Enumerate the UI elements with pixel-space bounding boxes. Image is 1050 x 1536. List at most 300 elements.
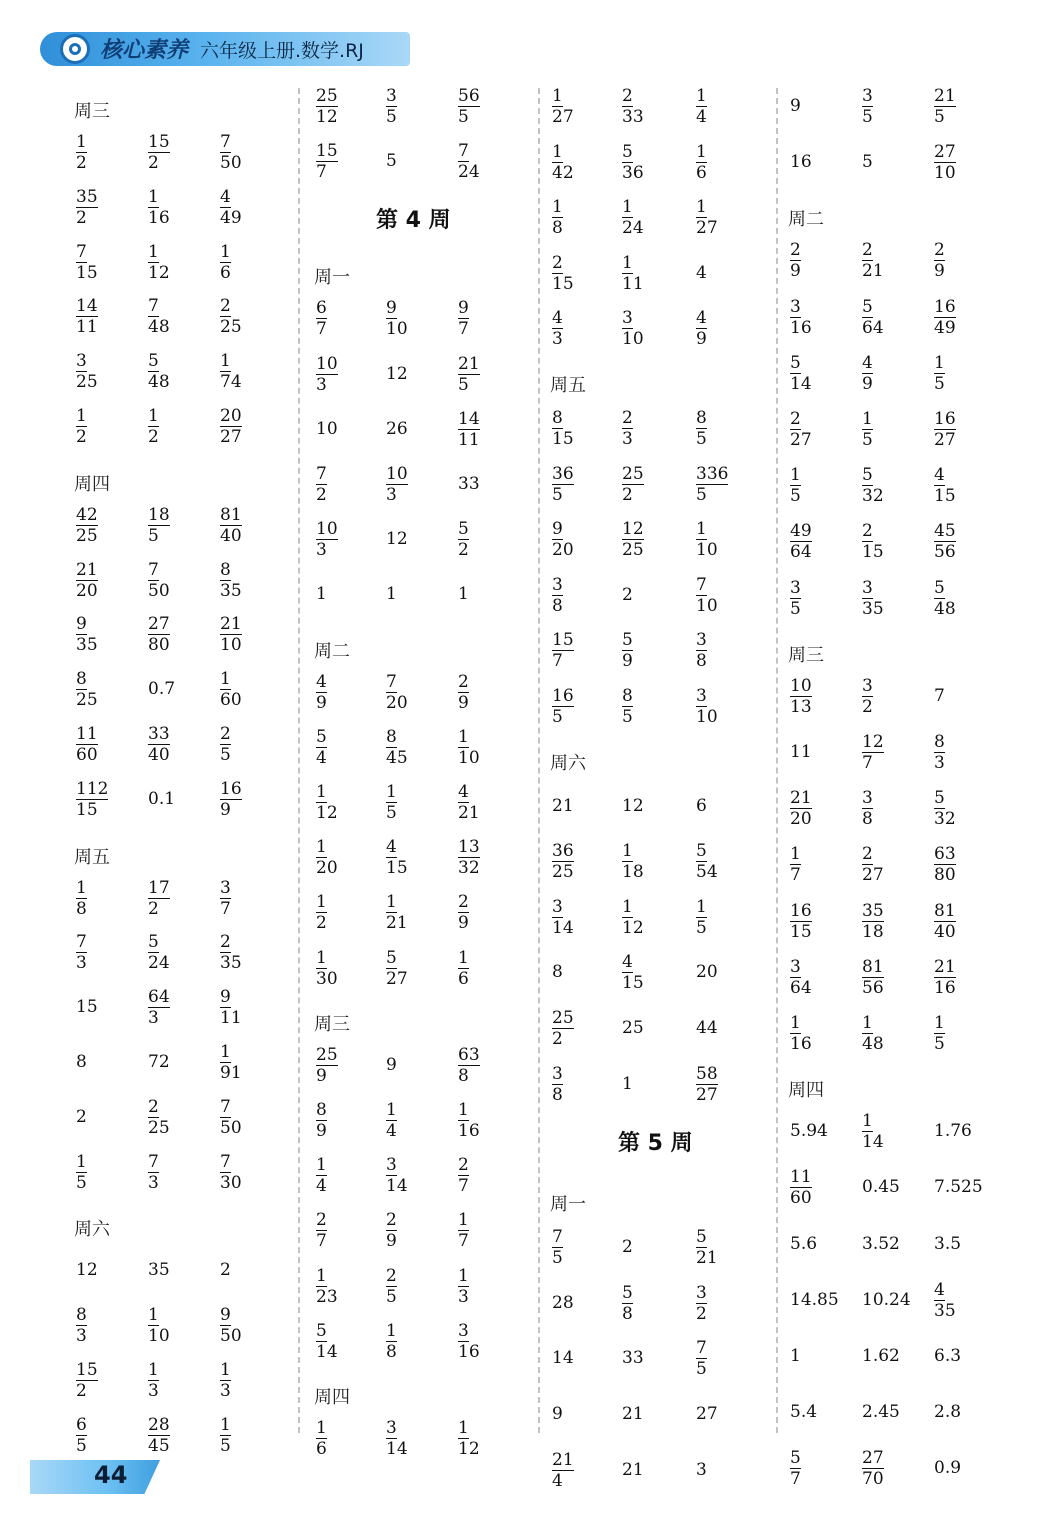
answer-value <box>696 519 718 560</box>
numerator: 3 <box>552 896 563 917</box>
numerator: 4 <box>696 308 707 329</box>
answer-value <box>458 141 480 182</box>
denominator: 27 <box>696 1084 718 1105</box>
denominator: 35 <box>862 598 884 619</box>
answer-value <box>696 263 707 283</box>
answer-value <box>790 844 801 885</box>
numerator: 7 <box>386 671 397 692</box>
answer-value <box>552 197 563 238</box>
numerator: 5 <box>862 296 873 317</box>
answer-value <box>934 1177 983 1197</box>
answer-number: 14 <box>552 1348 574 1369</box>
answer-value <box>148 242 170 283</box>
day-heading: 周二 <box>314 640 350 662</box>
answer-number: 2 <box>622 584 633 605</box>
denominator: 2 <box>148 898 159 919</box>
answer-value <box>220 987 242 1028</box>
answer-number: 8 <box>552 962 563 983</box>
numerator: 1 <box>386 1100 397 1120</box>
answer-value <box>458 519 469 560</box>
denominator: 15 <box>790 921 812 942</box>
denominator: 9 <box>220 799 231 820</box>
answer-value <box>862 521 884 562</box>
denominator: 3 <box>458 1286 469 1307</box>
answer-value <box>862 1402 900 1422</box>
denominator: 5 <box>696 484 707 505</box>
answer-number: 0.7 <box>148 679 176 700</box>
numerator: 4 <box>622 952 633 973</box>
day-heading: 周五 <box>550 375 586 396</box>
numerator: 20 <box>220 406 242 426</box>
numerator: 7 <box>220 1096 231 1117</box>
numerator: 1 <box>220 669 231 690</box>
denominator: 48 <box>148 372 170 393</box>
answer-value <box>386 672 408 713</box>
day-heading: 周四 <box>314 1387 350 1408</box>
answer-value <box>386 1266 397 1307</box>
numerator: 3 <box>696 686 707 706</box>
answer-value <box>622 897 644 938</box>
numerator: 3 <box>696 630 707 651</box>
answer-value <box>934 788 956 829</box>
numerator: 3 <box>790 296 801 317</box>
answer-value <box>458 837 480 878</box>
answer-value <box>696 1338 707 1379</box>
answer-value <box>458 672 469 713</box>
answer-value <box>696 1404 718 1424</box>
answer-value <box>552 86 574 127</box>
denominator: 11 <box>220 1008 242 1029</box>
numerator: 5 <box>934 788 945 809</box>
numerator: 3 <box>790 577 801 598</box>
denominator: 10 <box>220 635 242 656</box>
week-title: 第 5 周 <box>618 1131 693 1157</box>
answer-number: 7.525 <box>934 1177 983 1198</box>
numerator: 1 <box>696 519 707 540</box>
answer-value <box>622 1460 644 1480</box>
denominator: 9 <box>790 261 801 282</box>
denominator: 9 <box>316 692 327 713</box>
answer-number: 5.6 <box>790 1233 818 1254</box>
answer-number: 9 <box>790 96 801 116</box>
numerator: 1 <box>148 241 159 262</box>
numerator: 28 <box>148 1414 170 1435</box>
answer-value <box>220 242 231 283</box>
answer-value <box>386 1210 397 1251</box>
denominator: 49 <box>934 317 956 338</box>
answer-value <box>458 1100 480 1141</box>
answer-value <box>552 1450 574 1491</box>
answer-number: 11 <box>790 742 812 762</box>
denominator: 27 <box>934 430 956 450</box>
denominator: 20 <box>316 858 338 879</box>
answer-value <box>696 962 718 982</box>
answer-value <box>316 782 338 823</box>
denominator: 70 <box>862 1469 884 1490</box>
numerator: 35 <box>76 186 98 207</box>
numerator: 4 <box>220 186 231 207</box>
answer-value <box>148 1097 170 1138</box>
answer-value <box>790 1167 812 1208</box>
numerator: 1 <box>934 352 945 373</box>
denominator: 2 <box>76 1381 87 1401</box>
answer-value <box>696 630 707 671</box>
answer-value <box>622 796 644 816</box>
answer-value <box>148 614 170 655</box>
answer-value <box>696 841 718 882</box>
denominator: 9 <box>862 373 873 394</box>
denominator: 15 <box>76 262 98 283</box>
answer-value <box>790 788 812 829</box>
denominator: 7 <box>790 1469 801 1490</box>
numerator: 8 <box>76 1305 87 1326</box>
denominator: 50 <box>220 1117 242 1138</box>
answer-value <box>148 406 159 447</box>
answer-value <box>622 1018 644 1038</box>
answer-value <box>148 878 170 919</box>
numerator: 1 <box>862 1013 873 1033</box>
denominator: 12 <box>316 107 338 127</box>
denominator: 6 <box>220 262 231 283</box>
answer-number: 33 <box>622 1348 644 1369</box>
denominator: 35 <box>76 635 98 656</box>
denominator: 5 <box>148 525 159 546</box>
denominator: 25 <box>220 317 242 338</box>
answer-number: 6 <box>696 795 707 816</box>
numerator: 7 <box>696 1338 707 1359</box>
answer-number: 5 <box>386 151 397 172</box>
numerator: 5 <box>696 841 707 862</box>
answer-value <box>696 1064 718 1105</box>
answer-value <box>148 987 170 1028</box>
numerator: 63 <box>458 1044 480 1065</box>
numerator: 9 <box>386 298 397 319</box>
numerator: 1 <box>220 1414 231 1435</box>
numerator: 4 <box>934 1279 945 1300</box>
denominator: 5 <box>790 598 801 619</box>
denominator: 5 <box>934 107 945 127</box>
answer-value <box>316 1210 327 1251</box>
numerator: 16 <box>220 778 242 799</box>
answer-value <box>934 297 956 338</box>
numerator: 5 <box>622 1282 633 1303</box>
numerator: 2 <box>862 240 873 261</box>
answer-value <box>148 132 170 173</box>
answer-value <box>220 1415 231 1456</box>
denominator: 8 <box>458 1065 469 1086</box>
numerator: 7 <box>696 574 707 595</box>
answer-value <box>622 1074 633 1094</box>
numerator: 1 <box>76 132 87 152</box>
denominator: 21 <box>458 803 480 823</box>
answer-value <box>386 1155 408 1196</box>
denominator: 2 <box>696 1303 707 1324</box>
denominator: 7 <box>316 1231 327 1252</box>
answer-number: 6.3 <box>934 1346 962 1366</box>
numerator: 1 <box>220 351 231 372</box>
day-heading: 周四 <box>74 473 110 495</box>
answer-value <box>862 844 884 885</box>
denominator: 60 <box>790 1188 812 1209</box>
denominator: 3 <box>622 429 633 449</box>
denominator: 35 <box>220 953 242 974</box>
denominator: 15 <box>622 973 644 994</box>
numerator: 5 <box>316 1320 327 1341</box>
denominator: 14 <box>790 373 812 394</box>
answer-value <box>220 1042 242 1083</box>
numerator: 64 <box>148 987 170 1008</box>
answer-value <box>458 1045 480 1086</box>
answer-value <box>552 1293 574 1313</box>
numerator: 2 <box>386 1210 397 1231</box>
denominator: 7 <box>316 319 327 340</box>
numerator: 1 <box>220 1042 231 1062</box>
answer-value <box>386 727 408 768</box>
numerator: 5 <box>458 519 469 540</box>
denominator: 27 <box>790 430 812 450</box>
answer-value <box>862 732 884 773</box>
numerator: 21 <box>934 86 956 106</box>
denominator: 5 <box>458 374 469 395</box>
answer-value <box>696 308 707 349</box>
answer-value <box>696 1018 718 1038</box>
denominator: 5 <box>76 1172 87 1193</box>
answer-value <box>934 409 956 450</box>
numerator: 1 <box>316 892 327 913</box>
answer-number: 28 <box>552 1292 574 1313</box>
numerator: 21 <box>552 1449 574 1470</box>
denominator: 9 <box>696 329 707 350</box>
numerator: 1 <box>552 197 563 218</box>
day-heading: 周四 <box>788 1080 824 1102</box>
numerator: 3 <box>552 574 563 595</box>
numerator: 2 <box>622 86 633 106</box>
denominator: 80 <box>148 635 170 656</box>
numerator: 4 <box>316 671 327 692</box>
answer-number: 20 <box>696 962 718 983</box>
numerator: 1 <box>386 782 397 802</box>
denominator: 50 <box>220 1326 242 1347</box>
numerator: 8 <box>220 559 231 580</box>
denominator: 64 <box>790 977 812 998</box>
numerator: 1 <box>220 241 231 262</box>
answer-value <box>148 932 170 973</box>
numerator: 1 <box>862 1111 873 1132</box>
denominator: 13 <box>790 696 812 717</box>
answer-value <box>790 1346 801 1366</box>
denominator: 6 <box>696 162 707 183</box>
numerator: 16 <box>552 686 574 706</box>
answer-value <box>934 686 945 706</box>
answer-value <box>76 614 98 655</box>
answer-value <box>386 837 408 878</box>
numerator: 5 <box>696 1227 707 1248</box>
answer-value <box>862 1448 884 1489</box>
numerator: 33 <box>148 724 170 744</box>
answer-value <box>552 142 574 183</box>
denominator: 54 <box>696 862 718 883</box>
denominator: 8 <box>76 898 87 919</box>
answer-value <box>220 351 242 392</box>
denominator: 20 <box>76 580 98 601</box>
answer-value <box>76 132 87 173</box>
answer-value <box>148 1152 159 1193</box>
answer-value <box>622 464 644 505</box>
answer-value <box>386 892 408 933</box>
denominator: 3 <box>148 1008 159 1029</box>
numerator: 13 <box>458 837 480 858</box>
numerator: 5 <box>148 351 159 372</box>
denominator: 3 <box>316 374 327 395</box>
answer-value <box>862 86 873 127</box>
answer-value <box>386 364 408 384</box>
numerator: 4 <box>552 308 563 329</box>
denominator: 3 <box>76 1326 87 1347</box>
numerator: 2 <box>862 521 873 542</box>
answer-value <box>148 351 170 392</box>
answer-value <box>622 841 644 882</box>
answer-value <box>386 1418 408 1459</box>
answer-value <box>622 308 644 349</box>
answer-value <box>552 796 574 816</box>
answer-value <box>696 1227 718 1268</box>
numerator: 10 <box>386 464 408 484</box>
answer-value <box>696 408 707 449</box>
answer-value <box>76 242 98 283</box>
numerator: 27 <box>148 614 170 635</box>
numerator: 8 <box>696 408 707 428</box>
denominator: 2 <box>316 485 327 505</box>
answer-value <box>316 1100 327 1141</box>
answer-value <box>790 465 801 506</box>
answer-number: 7 <box>934 685 945 706</box>
denominator: 12 <box>148 262 170 283</box>
answer-value <box>934 844 956 885</box>
denominator: 74 <box>220 372 242 393</box>
answer-number: 2 <box>220 1260 231 1281</box>
answer-value <box>934 1346 961 1366</box>
answer-number: 5 <box>862 152 873 173</box>
denominator: 7 <box>458 319 469 340</box>
answer-value <box>622 519 644 560</box>
denominator: 11 <box>622 273 644 294</box>
answer-value <box>76 505 98 546</box>
denominator: 8 <box>552 595 563 616</box>
answer-value <box>862 297 884 338</box>
denominator: 16 <box>458 1121 480 1141</box>
answer-value <box>316 141 338 182</box>
numerator: 1 <box>386 1320 397 1341</box>
denominator: 33 <box>622 107 644 127</box>
denominator: 12 <box>622 917 644 938</box>
answer-value <box>220 932 242 973</box>
numerator: 21 <box>790 788 812 809</box>
answer-value <box>148 679 175 699</box>
denominator: 18 <box>862 921 884 942</box>
denominator: 60 <box>220 690 242 711</box>
answer-value <box>790 1013 812 1054</box>
day-heading: 周一 <box>550 1194 586 1216</box>
answer-number: 8 <box>76 1052 87 1072</box>
answer-value <box>458 1418 480 1459</box>
answer-value <box>862 578 884 619</box>
day-heading: 周六 <box>74 1219 110 1241</box>
answer-number: 21 <box>552 795 574 816</box>
denominator: 64 <box>862 317 884 338</box>
denominator: 5 <box>552 1248 563 1269</box>
answer-value <box>76 669 98 710</box>
answer-number: 9 <box>386 1054 397 1075</box>
answer-value <box>934 521 956 562</box>
answer-value <box>316 584 327 604</box>
numerator: 8 <box>386 726 397 747</box>
denominator: 2 <box>316 913 327 934</box>
denominator: 9 <box>316 1121 327 1141</box>
answer-value <box>934 1013 945 1054</box>
denominator: 5 <box>622 707 633 727</box>
numerator: 9 <box>220 987 231 1008</box>
answer-value <box>790 1234 817 1254</box>
answer-value <box>316 1155 327 1196</box>
answer-value <box>790 957 812 998</box>
answer-value <box>552 630 574 671</box>
week-title: 第 4 周 <box>376 208 451 234</box>
answer-value <box>862 409 873 450</box>
denominator: 5 <box>696 429 707 449</box>
numerator: 2 <box>458 671 469 692</box>
answer-value <box>934 353 945 394</box>
answer-number: 1.76 <box>934 1121 972 1142</box>
numerator: 15 <box>76 1360 98 1380</box>
answer-number: 0.45 <box>862 1177 900 1198</box>
denominator: 16 <box>458 1341 480 1362</box>
numerator: 112 <box>76 778 109 799</box>
numerator: 45 <box>934 521 956 542</box>
numerator: 14 <box>458 408 480 429</box>
numerator: 1 <box>386 892 397 913</box>
answer-value <box>552 962 563 982</box>
answer-value <box>386 419 408 439</box>
answer-value <box>458 892 469 933</box>
answer-value <box>696 796 707 816</box>
denominator: 9 <box>386 1231 397 1252</box>
numerator: 5 <box>862 465 873 486</box>
answer-value <box>76 932 87 973</box>
denominator: 20 <box>552 540 574 561</box>
numerator: 5 <box>622 141 633 162</box>
numerator: 8 <box>76 669 87 690</box>
denominator: 5 <box>458 107 469 127</box>
denominator: 2 <box>458 540 469 561</box>
numerator: 1 <box>220 1360 231 1380</box>
numerator: 56 <box>458 86 480 106</box>
answer-number: 4 <box>696 262 707 283</box>
numerator: 3 <box>458 1320 469 1341</box>
numerator: 3 <box>552 1063 563 1084</box>
denominator: 6 <box>316 1439 327 1459</box>
answer-value <box>934 465 956 506</box>
denominator: 4 <box>552 1470 563 1491</box>
answer-number: 10.24 <box>862 1289 911 1310</box>
denominator: 9 <box>316 1065 327 1086</box>
numerator: 16 <box>934 296 956 317</box>
answer-number: 10 <box>316 418 338 439</box>
numerator: 8 <box>316 1100 327 1120</box>
numerator: 15 <box>316 141 338 162</box>
denominator: 16 <box>790 317 812 338</box>
answer-value <box>862 957 884 998</box>
denominator: 7 <box>458 1176 469 1197</box>
